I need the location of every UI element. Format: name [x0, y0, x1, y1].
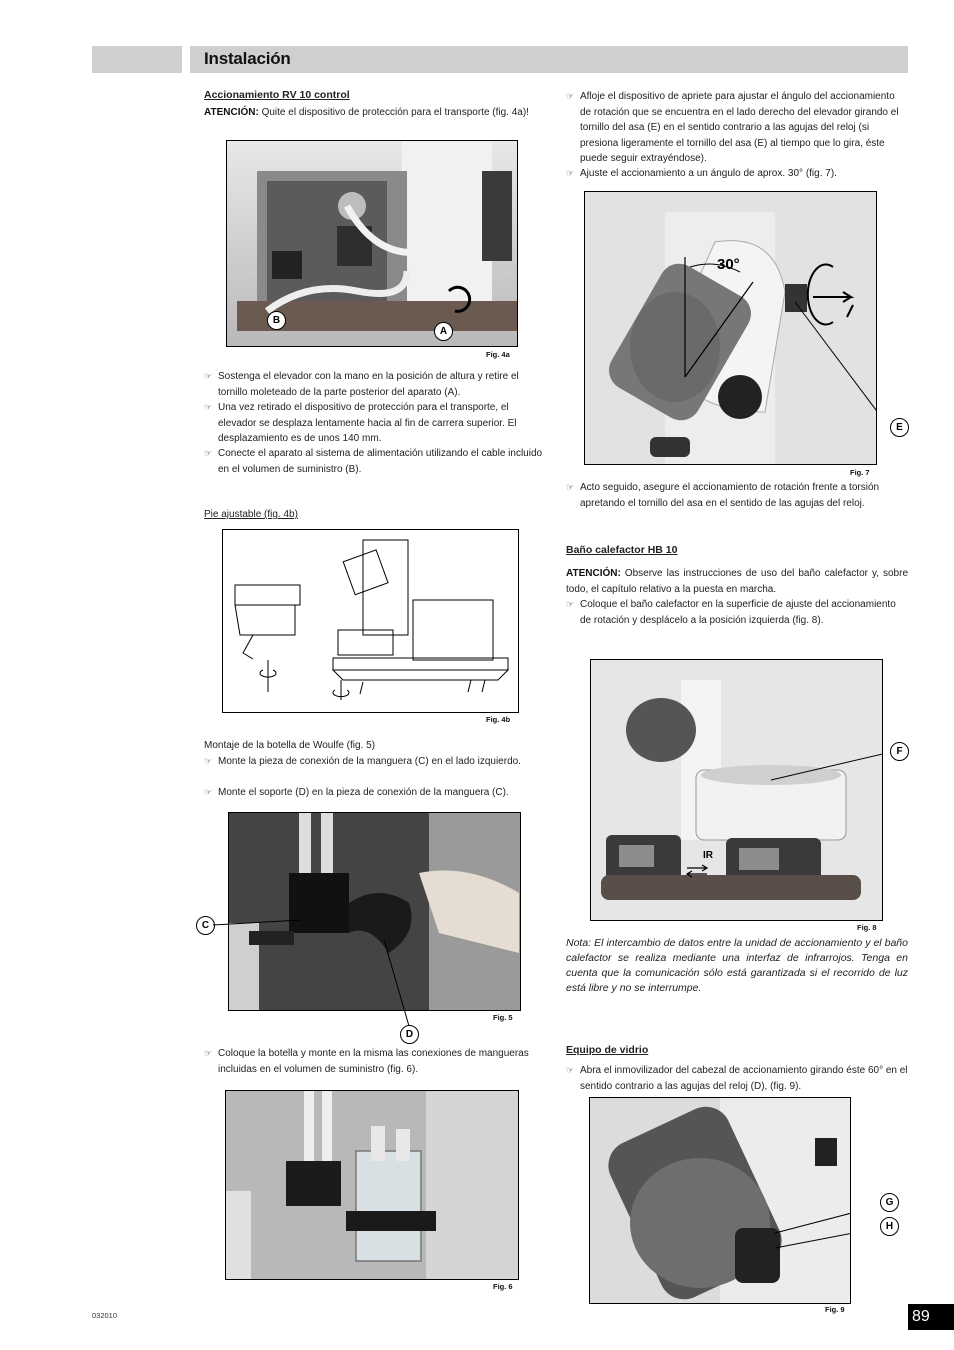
list-item: ☞ Sostenga el elevador con la mano en la posición de altura y retire el tornillo moleteado de la parte posterior del aparato (A). [204, 371, 519, 398]
figure-label-h: H [880, 1217, 899, 1236]
figure-label-c: C [196, 916, 215, 935]
figure-4a-caption: Fig. 4a [486, 350, 510, 359]
section-title-woulfe: Montaje de la botella de Woulfe (fig. 5) [204, 740, 376, 751]
header-bar [190, 46, 908, 73]
leader-lines-fig5 [196, 880, 426, 1030]
attention-text: Quite el dispositivo de protección para el transporte (fig. 4a)! [261, 107, 529, 118]
pointing-hand-icon: ☞ [566, 168, 575, 178]
section-title-rv10: Accionamiento RV 10 control [204, 89, 350, 101]
pointing-hand-icon: ☞ [204, 448, 213, 458]
pointing-hand-icon: ☞ [204, 371, 213, 381]
list-item: ☞ Acto seguido, asegure el accionamiento de rotación frente a torsión apretando el tornillo del asa en el sentido de las agujas del reloj. [566, 482, 880, 509]
figure-6-caption: Fig. 6 [493, 1282, 513, 1291]
note-infrared: Nota: El intercambio de datos entre la unidad de accionamiento y el baño calefactor se realiza mediante una interfaz de infrarrojos. Tenga en cuenta que la comunicación sólo está garantizada si el recorrido de luz está libre y no se interrumpe. [566, 937, 908, 994]
pointing-hand-icon: ☞ [204, 1048, 213, 1058]
pointing-hand-icon: ☞ [566, 91, 575, 101]
figure-label-a: A [434, 322, 453, 341]
attention-label: ATENCIÓN: [204, 107, 259, 118]
attention-label: ATENCIÓN: [566, 568, 621, 579]
page-number: 89 [908, 1304, 954, 1330]
figure-label-d: D [400, 1025, 419, 1044]
figure-4b-caption: Fig. 4b [486, 715, 511, 724]
angle-label: 30° [717, 256, 740, 273]
figure-8-caption: Fig. 8 [857, 923, 877, 932]
section-title-foot: Pie ajustable (fig. 4b) [204, 509, 298, 520]
figure-9 [589, 1097, 851, 1304]
figure-7 [584, 191, 877, 465]
pointing-hand-icon: ☞ [566, 482, 575, 492]
attention-hb10 [566, 566, 908, 597]
list-item: ☞ Monte la pieza de conexión de la manguera (C) en el lado izquierdo. [204, 754, 544, 770]
list-item: ☞ Una vez retirado el dispositivo de protección para el transporte, el elevador se desplaza lentamente hacia al fin de carrera superior. El desplazamiento es de unos 140 mm. [204, 402, 517, 444]
attention-text: Observe las instrucciones de uso del baño calefactor y, sobre todo, el capítulo relativo a la puesta en marcha. [566, 568, 909, 595]
list-item: ☞ Conecte el aparato al sistema de alimentación utilizando el cable incluido en el volumen de suministro (B). [204, 448, 543, 475]
figure-9-caption: Fig. 9 [825, 1305, 845, 1314]
pointing-hand-icon: ☞ [566, 1065, 575, 1075]
list-item: ☞ Monte el soporte (D) en la pieza de conexión de la manguera (C). [204, 785, 544, 801]
document-number: 032010 [92, 1311, 118, 1320]
list-item: ☞ Afloje el dispositivo de apriete para ajustar el ángulo del accionamiento de rotación que se encuentra en el lado derecho del elevador girando el tornillo del asa (E) en el sentido contrario a las agujas del reloj (si presiona ligeramente el tornillo del asa (E) al tiempo que lo gira, éste puede seguir extrayéndose). [566, 91, 899, 164]
figure-label-f: F [890, 742, 909, 761]
header-bar-left [92, 46, 182, 73]
figure-label-e: E [890, 418, 909, 437]
figure-4b [222, 529, 519, 713]
pointing-hand-icon: ☞ [204, 756, 213, 766]
section-title-glass: Equipo de vidrio [566, 1044, 649, 1056]
figure-label-g: G [880, 1193, 899, 1212]
figure-6 [225, 1090, 519, 1280]
pointing-hand-icon: ☞ [204, 402, 213, 412]
figure-4a [226, 140, 518, 347]
ir-label: IR [703, 850, 713, 861]
pointing-hand-icon: ☞ [204, 787, 213, 797]
page-title: Instalación [204, 49, 291, 68]
list-item: ☞ Coloque el baño calefactor en la superficie de ajuste del accionamiento de rotación y desplácelo a la posición izquierda (fig. 8). [566, 599, 896, 626]
figure-8 [590, 659, 883, 921]
section-title-hb10: Baño calefactor HB 10 [566, 544, 678, 556]
list-item: ☞ Abra el inmovilizador del cabezal de accionamiento girando éste 60° en el sentido contrario a las agujas del reloj (D), (fig. 9). [566, 1065, 908, 1092]
pointing-hand-icon: ☞ [566, 599, 575, 609]
list-item: ☞ Ajuste el accionamiento a un ángulo de aprox. 30° (fig. 7). [566, 166, 908, 182]
attention-rv10 [204, 105, 549, 121]
figure-label-b: B [267, 311, 286, 330]
figure-7-caption: Fig. 7 [850, 468, 870, 477]
list-item: ☞ Coloque la botella y monte en la misma las conexiones de mangueras incluidas en el volumen de suministro (fig. 6). [204, 1048, 529, 1075]
figure-5-caption: Fig. 5 [493, 1013, 513, 1022]
